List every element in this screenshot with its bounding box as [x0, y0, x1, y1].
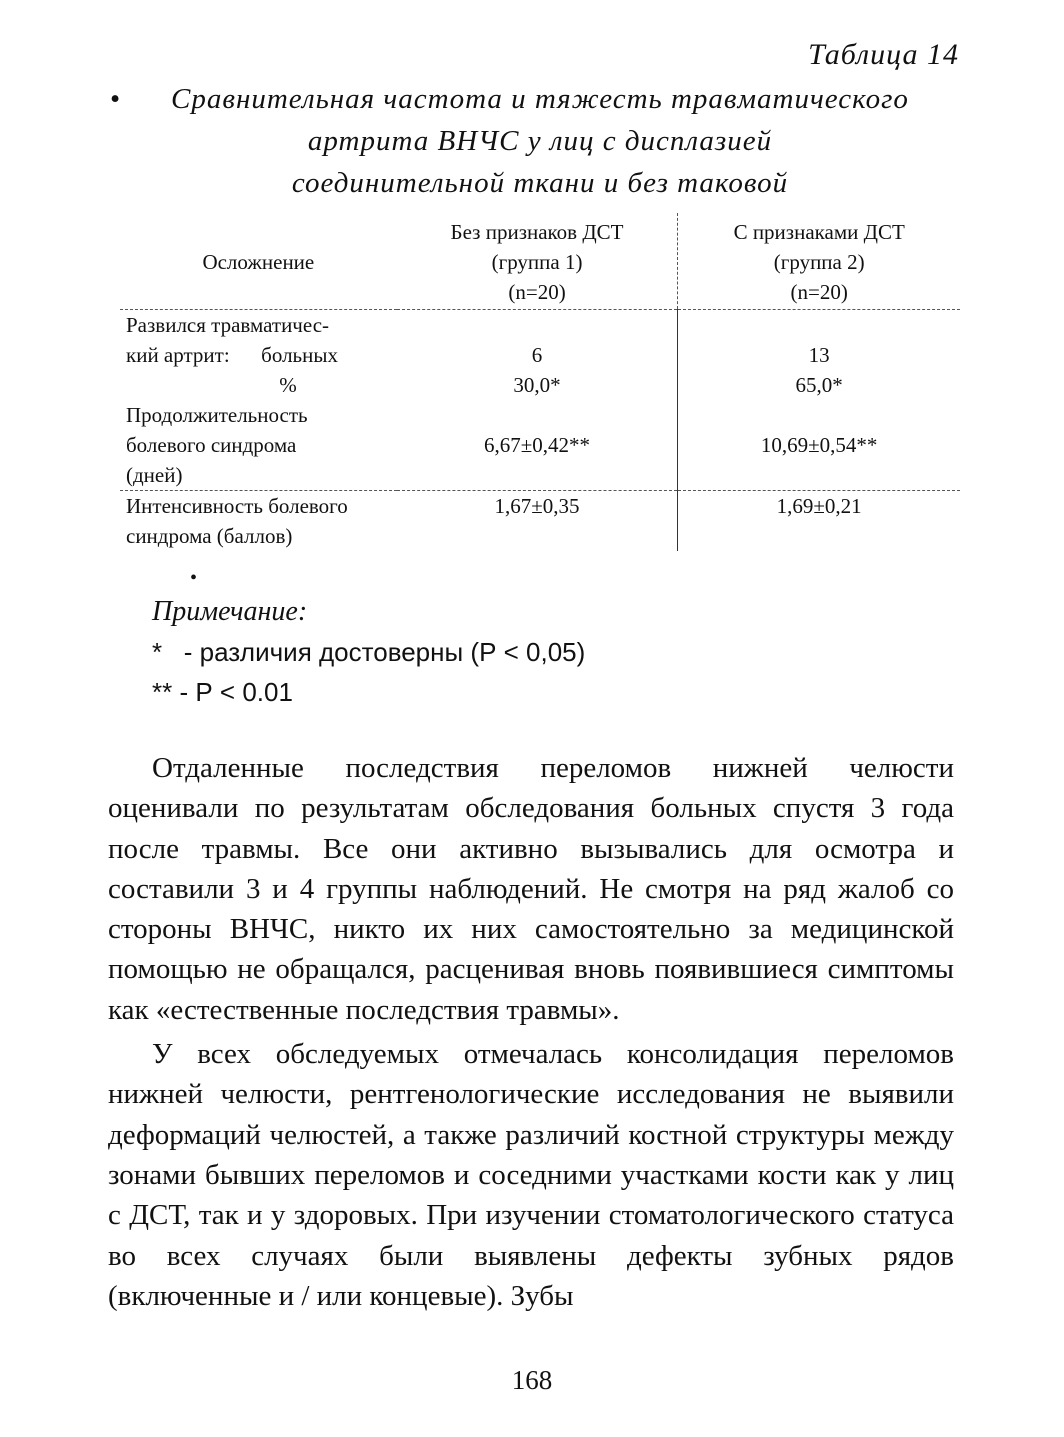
row-label: %: [279, 373, 297, 397]
title-line-1: Сравнительная частота и тяжесть травматического: [171, 83, 909, 115]
header-group-1: [397, 213, 678, 310]
table-row: [120, 370, 960, 400]
group-2-value: 13: [678, 340, 960, 370]
group-1-value: 6: [531, 343, 543, 367]
table-row: [120, 310, 960, 341]
table-header-row: [120, 213, 960, 310]
header-group-2-line-1: С признаками ДСТ: [733, 220, 905, 244]
title-line-2: артрита ВНЧС у лиц с дисплазией: [307, 125, 773, 157]
header-complication: Осложнение: [120, 213, 397, 310]
header-group-1-line-1: Без признаков ДСТ: [450, 220, 624, 244]
body-text: [108, 748, 954, 1316]
group-1-value: [397, 310, 678, 341]
group-2-value: 10,69±0,54**: [678, 430, 960, 460]
table-row: [120, 340, 960, 370]
group-2-value: 1,69±0,21: [678, 491, 960, 522]
row-label: Продолжительность: [126, 403, 308, 427]
group-1-value: [397, 460, 678, 491]
table-row: [120, 521, 960, 551]
header-group-2-line-3: (n=20): [790, 280, 848, 304]
row-label: Интенсивность болевого: [126, 494, 348, 518]
header-group-1-line-2: (группа 1): [491, 250, 583, 274]
group-1-value: 6,67±0,42**: [484, 433, 591, 457]
paragraph-2: У всех обследуемых отмечалась консолидация переломов нижней челюсти, рентгенологические исследования не выявили деформаций челюстей, а также различий костной структуры между зонами бывших переломов и соседними участками кости как у лиц с ДСТ, так и у здоровых. При изучении стоматологического статуса во всех случаях были выявлены дефекты зубных рядов (включенные и / или концевые). Зубы: [108, 1038, 954, 1312]
title-line-3: соединительной ткани и без таковой: [291, 167, 789, 199]
note-line-1: * - различия достоверны (Р < 0,05): [152, 637, 586, 667]
row-label: Развился травматичес-: [126, 313, 330, 337]
header-group-2: [678, 213, 960, 310]
note-title: Примечание:: [152, 596, 308, 627]
group-2-value: 65,0*: [678, 370, 960, 400]
row-label: синдрома (баллов): [126, 524, 293, 548]
header-group-1-line-3: (n=20): [508, 280, 566, 304]
group-2-value: [678, 521, 960, 551]
row-label: кий артрит: больных: [126, 343, 338, 367]
paragraph-1: Отдаленные последствия переломов нижней челюсти оценивали по результатам обследования больных спустя 3 года после травмы. Все они активно вызывались для осмотра и составили 3 и 4 группы наблюдений. Не смотря на ряд жалоб со стороны ВНЧС, никто их них самостоятельно за медицинской помощью не обращался, расценивая вновь появившиеся симптомы как «естественные последствия травмы».: [108, 752, 954, 1026]
row-label: болевого синдрома: [126, 433, 297, 457]
table-row: [120, 400, 960, 430]
row-label: (дней): [120, 460, 397, 491]
table-row: [120, 460, 960, 491]
table-row: [120, 430, 960, 460]
group-1-value: 30,0*: [513, 373, 561, 397]
title-bullet: •: [110, 83, 122, 115]
page-number: 168: [511, 1365, 553, 1395]
header-group-2-line-2: (группа 2): [773, 250, 865, 274]
comparison-table: [120, 213, 960, 551]
table-title: [110, 78, 970, 204]
note-bullet: •: [190, 567, 198, 589]
group-2-value: [678, 310, 960, 341]
note-line-2: ** - Р < 0.01: [152, 677, 293, 707]
group-1-value: [397, 521, 678, 551]
group-2-value: [678, 400, 960, 430]
table-note: [152, 567, 586, 712]
group-2-value: [678, 460, 960, 491]
group-1-value: 1,67±0,35: [494, 494, 580, 518]
table-number: Таблица 14: [808, 38, 959, 71]
table-row: [120, 491, 960, 522]
group-1-value: [397, 400, 678, 430]
